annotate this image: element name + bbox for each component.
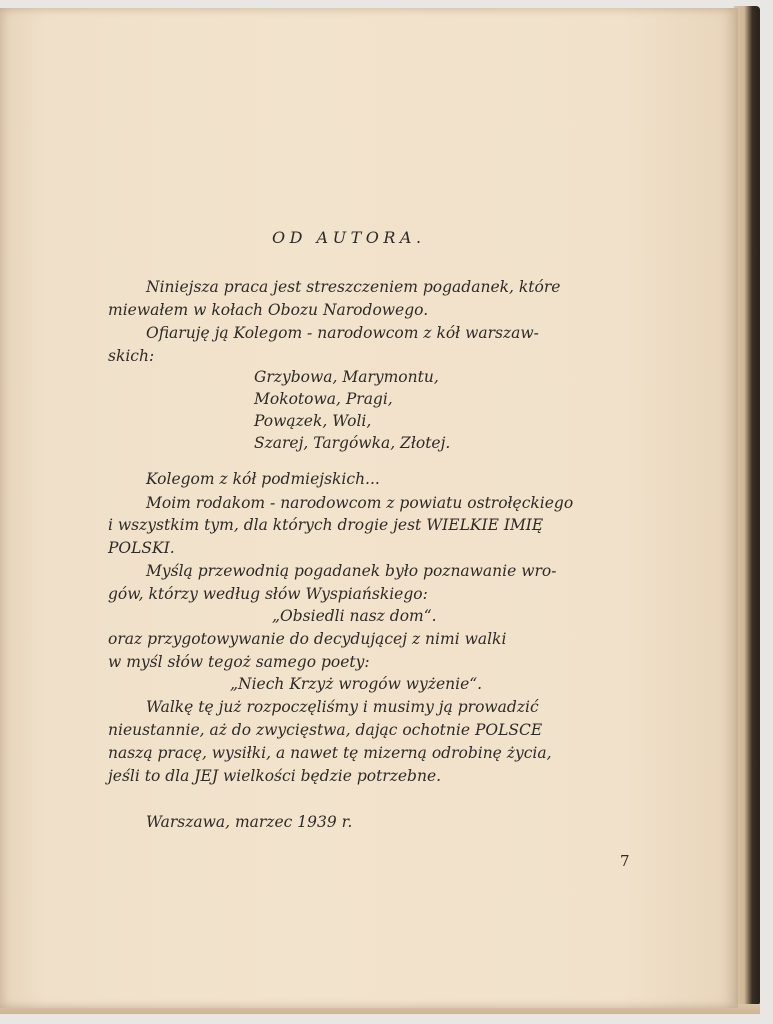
text-line: Kolegom z kół podmiejskich... (146, 470, 380, 488)
page-number: 7 (620, 852, 630, 870)
heading: OD AUTORA. (272, 228, 426, 247)
quote-line: „Obsiedli nasz dom“. (272, 607, 437, 625)
text-line: i wszystkim tym, dla których drogie jest WIELKIE IMIĘ (108, 516, 544, 534)
book-page (0, 8, 738, 1008)
text-line: oraz przygotowywanie do decydującej z nimi walki (108, 630, 507, 648)
verse-line: Mokotowa, Pragi, (254, 390, 393, 408)
text-line: Moim rodakom - narodowcom z powiatu ostrołęckiego (146, 494, 574, 512)
page-text (0, 8, 736, 1008)
text-line: w myśl słów tegoż samego poety: (108, 653, 370, 671)
verse-line: Szarej, Targówka, Złotej. (254, 434, 451, 452)
text-line: Ofiaruję ją Kolegom - narodowcom z kół warszaw- (146, 324, 539, 342)
text-line: skich: (108, 347, 155, 365)
quote-line: „Niech Krzyż wrogów wyżenie“. (230, 675, 483, 693)
text-line: gów, którzy według słów Wyspiańskiego: (108, 585, 428, 603)
text-line: nieustannie, aż do zwycięstwa, dając ochotnie POLSCE (108, 721, 543, 739)
text-line: miewałem w kołach Obozu Narodowego. (108, 301, 429, 319)
verse-line: Grzybowa, Marymontu, (254, 368, 439, 386)
text-line: naszą pracę, wysiłki, a nawet tę mizerną odrobinę życia, (108, 744, 552, 762)
place-date-line: Warszawa, marzec 1939 r. (146, 813, 353, 831)
text-line: jeśli to dla JEJ wielkości będzie potrzebne. (108, 767, 442, 785)
text-line: Niniejsza praca jest streszczeniem pogadanek, które (146, 278, 561, 296)
text-line: Walkę tę już rozpoczęliśmy i musimy ją prowadzić (146, 698, 539, 716)
verse-line: Powązek, Woli, (254, 412, 372, 430)
text-line: Myślą przewodnią pogadanek było poznawanie wro- (146, 562, 557, 580)
text-line: POLSKI. (108, 539, 175, 557)
